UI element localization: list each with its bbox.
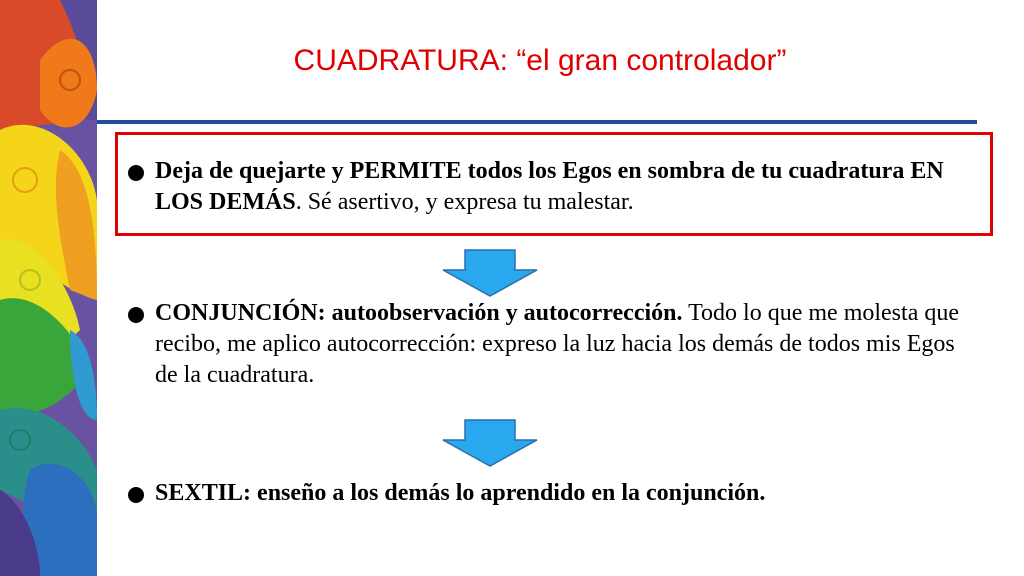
title-divider [97, 120, 977, 124]
bullet-normal-text: Todo lo que me molesta que recibo, me aplico autocorrección: expreso la luz hacia los demás de todos mis Egos de la cuadratura. [155, 300, 959, 388]
down-arrow-icon [440, 418, 540, 468]
bullet-item-1 [128, 156, 988, 218]
bullet-text [155, 298, 968, 391]
bullet-text [155, 156, 988, 218]
bullet-bold-text: CONJUNCIÓN: autoobservación y autocorrección. [155, 300, 683, 326]
bullet-item-3 [128, 478, 978, 509]
bullet-item-2 [128, 298, 968, 391]
slide-title: CUADRATURA: “el gran controlador” [293, 44, 787, 77]
bullet-dot-icon [128, 165, 144, 181]
bullet-bold-text: Deja de quejarte y PERMITE todos los Egos en sombra de tu cuadratura EN LOS DEMÁS [155, 158, 944, 215]
bullet-bold-text: SEXTIL: enseño a los demás lo aprendido en la conjunción. [155, 480, 766, 506]
bullet-dot-icon [128, 487, 144, 503]
down-arrow-icon [440, 248, 540, 298]
bullet-normal-text: . Sé asertivo, y expresa tu malestar. [295, 189, 634, 215]
decorative-mandala-art [0, 0, 97, 576]
bullet-text [155, 478, 978, 509]
bullet-dot-icon [128, 307, 144, 323]
